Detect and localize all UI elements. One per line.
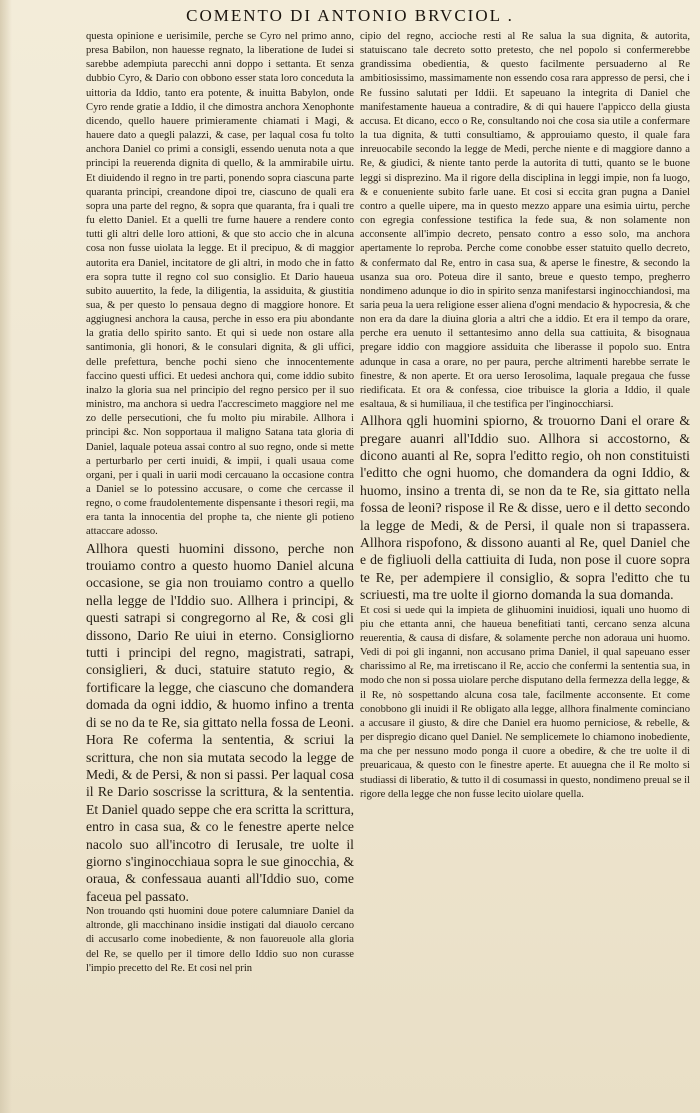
page-edge-shadow — [0, 0, 12, 1113]
commentary-paragraph: Et cosi si uede qui la impieta de glihuomini inuidiosi, iquali uno huomo di piu che ettanta anni, che haueua benefitiati tanti, cercano senza alcuna reuerentia, & causa di disfare, & solamente perche non adoraua uni huomo. Vedi di poi gli inganni, non accusano prima Daniel, il qual sapeuano esser charissimo al Re, ma irretiscano il Re, accio che confermi la sententia sua, in modo che non si possa uiolare perche disputano della fermezza della legge, & il Re, nò sospettando alcuna cosa tale, facilmente acconsente. Et come conobbono gli inuidi il Re obligato alla legge, allhora finalmente cominciano a accusare il giusto, & dire che Daniel era huomo perniciose, & rebelle, & per dispregio dicano quel Daniel. Ne semplicemete lo chiamono inobediente, ma che per nessuno modo ponga il cuore a obedire, & che tre uolte il di preuaricaua, & questo con le finestre aperte. Et auuegna che il Re molto si studiassi di liberatio, & tutto il di cosumassi in questo, nondimeno preual se il rigore della legge che non fusse lecito uiolare quella. — [360, 604, 690, 800]
left-column — [86, 30, 354, 976]
commentary-paragraph: cipio del regno, accioche resti al Re salua la sua dignita, & autorita, statuiscano tale decreto sotto pretesto, che nel popolo si confermerebbe grandissima obedientia, & questo facilmente persuaderno al Re ambitiosissimo, massimamente non essendo cosa rara appresso de persi, che i Re fussino salutati per Iddii. Et sapeuano la integrita di Daniel che manifestamente haueua a contradire, & di qui hauere l'appicco della giusta accusa. Et dicano, ecco o Re, consultando noi che cosa sia utile a confermare la tua dignita, & tutti consultiamo, & approuiamo questo, il quale fara inreuocabile secondo la legge de Medi, perche niente e di maggiore danno a Re, & giudici, & niente tanto perde la autorita di tutti, quanto se le buone leggi si disprezino. Ma il rigore della disciplina in leggi impie, non fa luogo, & e conueniente subito farle uane. Et cosi si eccita gran pugna a Daniel contro a quelle uipere, ma in questo mezzo appare una esimia uirtu, perche con egregia confessione testifica la fede sua, & non solamente non acconsente all'impio decreto, pensato contro a esso solo, ma anchora apertamente lo reproba. Perche come conobbe esser statuito quello decreto, & confermato dal Re, entro in casa sua, & aperse le finestre, & secondo la usanza sua oro. Poteua dire il santo, breue e questo tempo, pregherro nondimeno adunque io dio in spirito senza manifestarsi inginocchiandosi, ma saria peua la uera religione esser aliena d'ogni mendacio & hypocresia, & che non era da dare la diuina gloria a altri che a iddio. Et era il tempo da orare, perche era uenuto il settantesimo anno della sua cattiuita, & bisognaua pregare iddio con maggiore assiduita che liberasse il popolo suo. Entra adunque in casa a orare, no per paura, perche altrimenti harebbe serrate le finestre, & non aperte. Et ora uerso Ierosolima, laquale pregaua che fusse riedificata. Et ora & confessa, cioe tribuisce la gloria a Iddio, il quale esaltaua, & si humiliaua, il che testifica per l'inginocchiarsi. — [360, 31, 690, 411]
scripture-passage: Allhora qgli huomini spiorno, & trouorno Dani el orare & pregare auanri all'Iddio suo. Allhora si accostorno, & dicono auanti al Re, sopra l'editto regio, oh non constituisti l'editto che ogni huomo, che domandera da ogni Iddio, & huomo, insino a trenta di, se non da te Re, sia gittato nella fossa de leoni? rispose il Re & disse, uero e il detto secondo la legge de Medi, & de Persi, il quale non si trapassera. Allhora rispofono, & dissono auanti al Re, quel Daniel che e de figliuoli della cattiuita di Iuda, non pose il cuore sopra te Re, per adempiere il consiglio, & sopra l'editto che tu scriuesti, ma tre uolte il giorno domanda la sua domanda. — [360, 413, 690, 603]
commentary-paragraph: Non trouando qsti huomini doue potere calumniare Daniel da altronde, gli macchinano insidie instigati dal diauolo cercano di accusarlo come inobediente, & non fauoreuole alla gloria del Re, se quello per il timore dello Iddio suo non curasse l'impio precetto del Re. Et cosi nel prin — [86, 906, 354, 974]
running-header: COMENTO DI ANTONIO BRVCIOL . — [186, 6, 514, 25]
right-column — [360, 30, 690, 802]
scripture-passage: Allhora questi huomini dissono, perche non trouiamo contro a questo huomo Daniel alcuna occasione, se gia non trouiamo contro a quello nella legge de l'Iddio suo. Allhera i principi, & questi satrapi si congregorno al Re, & cosi gli dissono, Dario Re uiui in eterno. Consigliorno tutti i principi del regno, magistrati, satrapi, consiglieri, & duci, statuire statuto regio, & fortificare la legge, che ciascuno che domandera domada da ogni iddio, & huomo infino a trenta di se no da te Re, sia gittato nella fossa de Leoni. Hora Re coferma la sententia, & scriui la scrittura, che non sia mutata secodo la legge de Medi, & de Persi, & non si passi. Per laqual cosa il Re Dario soscrisse la scrittura, & la sententia. Et Daniel quado seppe che era scritta la scrittura, entro in casa sua, & co le fenestre aperte nelce nacolo suo all'incotro di Ierusale, tre uolte il giorno s'inginocchiaua sopra le sue ginocchia, & oraua, & confessaua auanti all'Iddio suo, come faceua pel passato. — [86, 540, 355, 904]
commentary-paragraph: questa opinione e uerisimile, perche se Cyro nel primo anno, presa Babilon, non hauesse regnato, la liberatione de Iudei si sarebbe adempiuta parecchi anni doppo i settanta. Et senza dubbio Cyro, & Dario con obbono esser stata loro conceduta la uittoria da Iddio, tanto era potente, & inuitta Babylon, onde Cyro rende gratie a Iddio, il che dimostra anchora Xenophonte dicendo, quello hauere primieramente chiamati i Magi, & hauere dato a quegli palazzi, & case, per laqual cosa fu tolto anchora Daniel co primi a consigli, essendo uenuta nota a que principi la reuerenda dignita di quello, & la ammirabile uirtu. Et diuidendo il regno in tre parti, ponendo sopra ciascuna parte quaranta principi, creandone dipoi tre, ciascuno de quali era sopra una parte del regno, & sopra que quaranta, fra i quali tre fu eletto Daniel. Et a quelli tre furne hauere a rendere conto tutti gli altri delle loro attioni, & que sto accio che in alcuna cosa non fusse uiolata la legge. Et il precipuo, & di maggior autorita era Daniel, incitatore de gli altri, in modo che in fatto era sopra tutte il regno col suo consiglio. Et Dario haueua subito auuertito, la fede, la diligentia, la assiduita, & giustitia sua, & per questo lo pensaua degno di maggiore honore. Et aggiugnesi anchora la causa, perche in esso era piu abondante la gratia dello spirito santo. Et qui si uede non ostare alla santimonia, gli honori, & le consulari dignita, & gli uffici, delle prefettura, benche pochi sieno che innocentemente faccino questi uffici. Et uedesi anchora qui, come iddio subito inalzo la gloria sua nel principio del regno persico per il suo ministro, ma anchora si uedra l'accrescimeto maggiore nel me zo delle persecutioni, che fu molto piu mirabile. Allhora i principi &c. Non sopportaua il maligno Satana tata gloria di Daniel, laquale poteua assai contro al suo regno, onde si mette a perturbarlo per certi inuidi, & impii, i quali usaua come organi, per i quali in uarii modi cercauano la occasione contra a Daniel se lo potessino accusare, o come che cercasse il regno, o come fraudolentemente dispensante i thesori regii, ma era tanta la innocentia del prophe ta, che niente gli potieno attaccare adosso. — [86, 31, 354, 538]
